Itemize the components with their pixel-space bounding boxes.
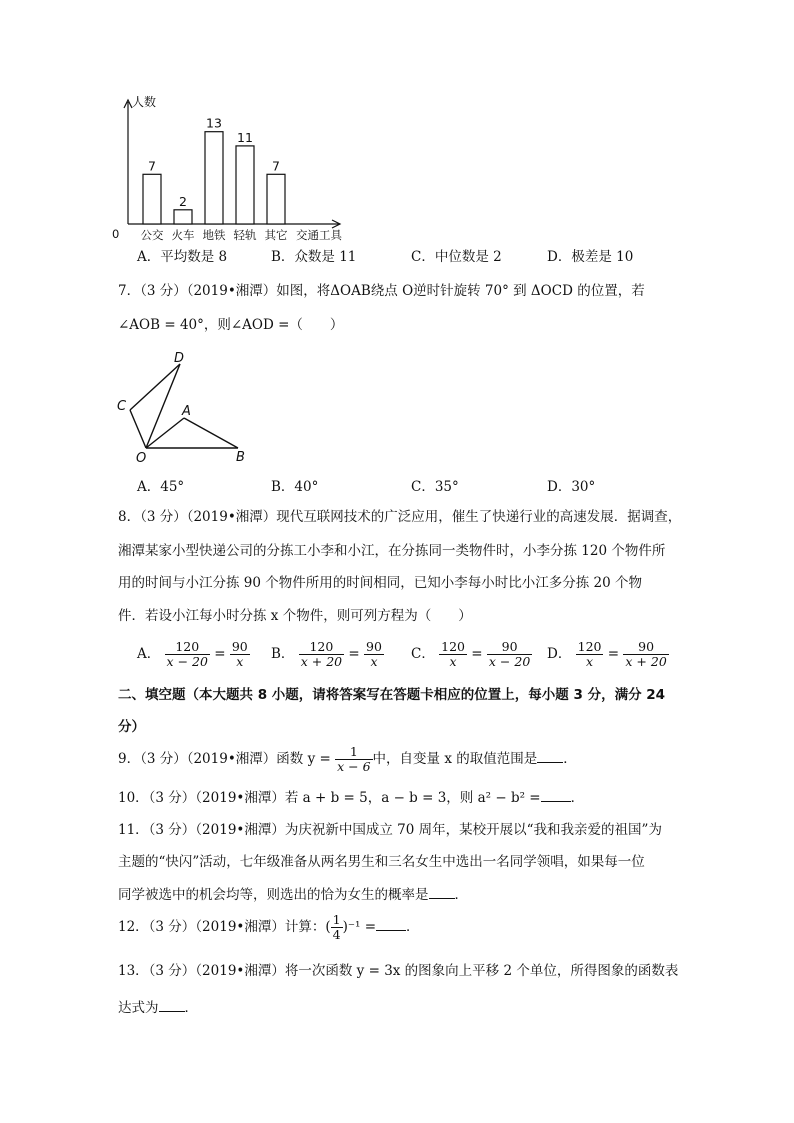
q12-end: ． — [406, 919, 420, 935]
point-a-label: A — [182, 404, 191, 419]
q7-option-d[interactable]: D．30° — [547, 479, 596, 495]
section2-heading-line1: 二、填空题（本大题共 8 小题，请将答案写在答题卡相应的位置上，每小题 3 分，满分 24 — [118, 687, 666, 703]
bar-value-label-1: 2 — [179, 193, 187, 209]
segment-cd — [130, 364, 180, 410]
bar-value-label-3: 11 — [237, 129, 253, 145]
bar-3 — [236, 146, 254, 224]
fraction-numerator: 120 — [299, 640, 344, 655]
category-label-1: 火车 — [171, 228, 195, 242]
q9-answer-blank[interactable] — [537, 762, 563, 763]
fraction-denominator: x — [236, 654, 244, 669]
fraction-numerator: 1 — [335, 745, 372, 760]
segment-ab — [184, 418, 238, 448]
origin-label: 0 — [112, 227, 120, 241]
fraction-numerator: 90 — [231, 639, 248, 654]
q8-option-a[interactable]: A． $\frac{120}{x - 20}$ = $\frac{90}{x}$ — [137, 639, 248, 669]
option-letter: B． — [271, 646, 295, 662]
fraction-numerator: 120 — [441, 639, 465, 654]
q11-text: 同学被选中的机会均等，则选出的恰为女生的概率是 — [118, 887, 429, 903]
q8-stem-line1: 8．（3 分）（2019•湘潭）现代互联网技术的广泛应用，催生了快递行业的高速发展．据调查， — [118, 509, 682, 525]
fraction-denominator: x + 20 — [625, 654, 667, 669]
option-letter: A． — [137, 646, 161, 662]
q9-prefix: 9．（3 分）（2019•湘潭）函数 y = — [118, 751, 331, 767]
y-axis-label: 人数 — [132, 95, 157, 109]
q13-stem-line2 — [118, 999, 198, 1017]
fraction-denominator: x + 20 — [300, 654, 343, 669]
point-b-label: B — [236, 450, 245, 465]
bar-value-label-2: 13 — [206, 115, 222, 131]
q8-option-b[interactable]: B． $\frac{120}{x + 20}$ = $\frac{90}{x}$ — [271, 639, 382, 669]
q10-answer-blank[interactable] — [541, 801, 571, 802]
q10-stem — [118, 789, 584, 807]
section2-heading-line2: 分） — [118, 719, 145, 735]
point-o-label: O — [136, 451, 147, 466]
q6-option-b[interactable]: B．众数是 11 — [271, 249, 357, 265]
segment-oc — [130, 410, 146, 448]
q10-end: ． — [570, 790, 585, 806]
q11-stem-line1: 11．（3 分）（2019•湘潭）为庆祝新中国成立 70 周年，某校开展以“我和我亲爱的祖国”为 — [118, 822, 662, 838]
fraction-numerator: 120 — [577, 639, 602, 654]
q6-option-d[interactable]: D．极差是 10 — [547, 249, 634, 265]
q8-option-d[interactable]: D． $\frac{120}{x}$ = $\frac{90}{x + 20}$ — [547, 639, 667, 669]
q13-text: 达式为 — [118, 1000, 159, 1016]
q9-stem — [118, 744, 577, 774]
q8-stem-line2: 湘潭某家小型快递公司的分拣工小李和小江，在分拣同一类物件时，小李分拣 120 个物件所 — [118, 543, 666, 559]
x-axis-label: 交通工具 — [296, 228, 342, 242]
q7-option-b[interactable]: B．40° — [271, 479, 319, 495]
fraction-denominator: x — [586, 654, 594, 669]
fraction-numerator: 90 — [487, 640, 532, 655]
q9-suffix: 中，自变量 x 的取值范围是 — [372, 751, 538, 767]
q12-prefix: 12．（3 分）（2019•湘潭）计算：( — [118, 919, 331, 935]
fraction-denominator: x — [370, 654, 378, 669]
category-label-4: 其它 — [264, 228, 288, 242]
fraction-denominator: 4 — [332, 927, 341, 942]
transport-bar-chart — [110, 88, 360, 248]
point-c-label: C — [117, 399, 127, 414]
q7-option-a[interactable]: A．45° — [137, 479, 185, 495]
q8-option-c[interactable]: C． $\frac{120}{x}$ = $\frac{90}{x - 20}$ — [411, 639, 531, 669]
q9-end: ． — [563, 751, 577, 767]
q7-rotation-figure — [112, 348, 252, 466]
fraction-numerator: 90 — [366, 639, 382, 654]
point-d-label: D — [174, 351, 185, 366]
q12-answer-blank[interactable] — [376, 930, 406, 931]
bar-1 — [174, 210, 192, 224]
q13-end: ． — [184, 1000, 198, 1016]
bar-value-label-4: 7 — [272, 158, 280, 174]
bar-value-label-0: 7 — [148, 158, 156, 174]
category-label-3: 轻轨 — [233, 228, 257, 242]
bar-2 — [205, 132, 223, 224]
q6-option-c[interactable]: C．中位数是 2 — [411, 249, 502, 265]
q11-end: ． — [454, 887, 468, 903]
option-letter: C． — [411, 646, 435, 662]
q6-option-a[interactable]: A．平均数是 8 — [137, 249, 228, 265]
q11-answer-blank[interactable] — [429, 898, 455, 899]
fraction-numerator: 1 — [332, 912, 341, 927]
category-label-0: 公交 — [140, 228, 164, 242]
fraction-numerator: 90 — [623, 640, 668, 655]
category-label-2: 地铁 — [202, 228, 226, 242]
q12-suffix: )⁻¹ = — [342, 919, 377, 935]
bar-4 — [267, 174, 285, 224]
q13-answer-blank[interactable] — [159, 1011, 185, 1012]
fraction-numerator: 120 — [165, 640, 210, 655]
option-letter: D． — [547, 646, 572, 662]
q12-stem — [118, 912, 420, 942]
fraction-denominator: x — [449, 654, 457, 669]
q7-stem-line1: 7．（3 分）（2019•湘潭）如图，将ΔOAB绕点 O逆时针旋转 70° 到 ΔOCD 的位置，若 — [118, 283, 645, 299]
fraction-denominator: x − 20 — [166, 654, 208, 669]
q8-stem-line4: 件．若设小江每小时分拣 x 个物件，则可列方程为（ ） — [118, 608, 472, 624]
q11-stem-line3 — [118, 886, 468, 904]
q8-stem-line3: 用的时间与小江分拣 90 个物件所用的时间相同，已知小李每小时比小江多分拣 20 个物 — [118, 575, 643, 591]
fraction-denominator: x − 20 — [488, 654, 531, 669]
q11-stem-line2: 主题的“快闪”活动，七年级准备从两名男生和三名女生中选出一名同学领唱，如果每一位 — [118, 854, 645, 870]
q7-stem-line2: ∠AOB = 40°，则∠AOD =（ ） — [118, 317, 344, 333]
q7-option-c[interactable]: C．35° — [411, 479, 459, 495]
q13-stem-line1: 13．（3 分）（2019•湘潭）将一次函数 y = 3x 的图象向上平移 2 个单位，所得图象的函数表 — [118, 963, 679, 979]
q10-text: 10．（3 分）（2019•湘潭）若 a + b = 5，a − b = 3，则 a² − b² = — [118, 790, 541, 806]
fraction-denominator: x − 6 — [337, 759, 371, 774]
bar-0 — [143, 174, 161, 224]
